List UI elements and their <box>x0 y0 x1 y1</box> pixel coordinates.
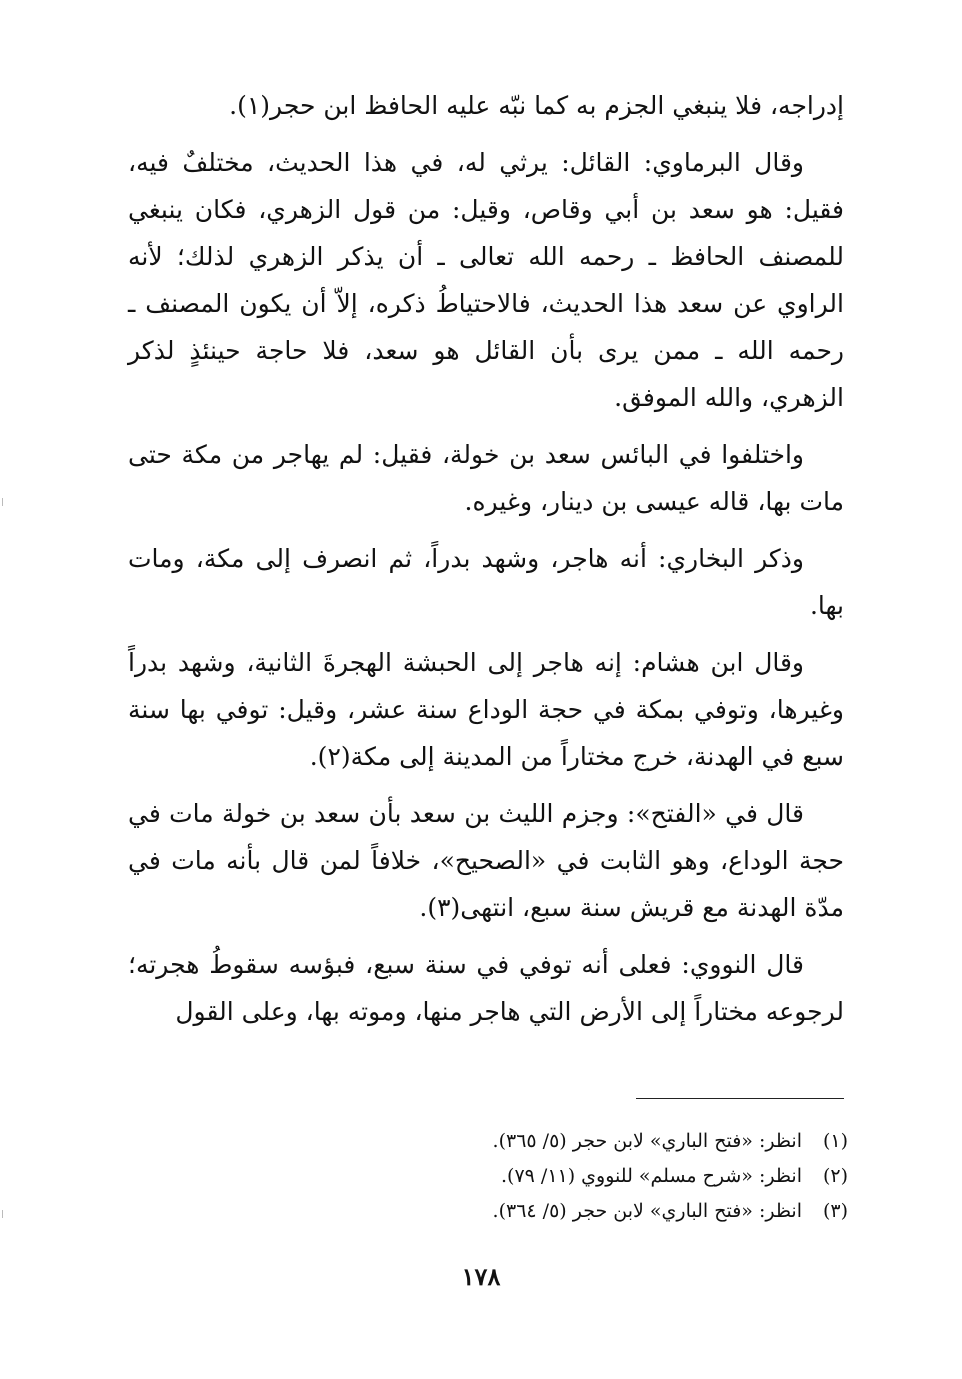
footnote-divider <box>636 1098 844 1099</box>
paragraph: وذكر البخاري: أنه هاجر، وشهد بدراً، ثم انصرف إلى مكة، ومات بها. <box>128 544 844 620</box>
main-text <box>128 82 844 1045</box>
footnote <box>128 1124 848 1159</box>
paragraph: واختلفوا في البائس سعد بن خولة، فقيل: لم يهاجر من مكة حتى مات بها، قاله عيسى بن دينار، وغيره. <box>128 440 844 516</box>
footnote <box>128 1194 848 1229</box>
footnote-number: (٣) <box>822 1200 848 1222</box>
footnote-text: انظر: «شرح مسلم» للنووي (١١/ ٧٩). <box>500 1165 802 1187</box>
scan-mark <box>2 498 3 506</box>
paragraph: وقال ابن هشام: إنه هاجر إلى الحبشة الهجرةَ الثانية، وشهد بدراً وغيرها، وتوفي بمكة في حجة الوداع سنة عشر، وقيل: توفي بها سنة سبع في الهدنة، خرج مختاراً من المدينة إلى مكة(٢). <box>128 648 844 771</box>
footnote-number: (١) <box>822 1130 848 1152</box>
paragraph: إدراجه، فلا ينبغي الجزم به كما نبّه عليه الحافظ ابن حجر(١). <box>229 91 844 120</box>
footnote-text: انظر: «فتح الباري» لابن حجر (٥/ ٣٦٤). <box>492 1200 802 1222</box>
paragraph: قال في «الفتح»: وجزم الليث بن سعد بأن سعد بن خولة مات في حجة الوداع، وهو الثابت في «الصحيح»، خلافاً لمن قال بأنه مات في مدّة الهدنة مع قريش سنة سبع، انتهى(٣). <box>128 799 844 922</box>
paragraph: وقال البرماوي: القائل: يرثي له، في هذا الحديث، مختلفٌ فيه، فقيل: هو سعد بن أبي وقاص، وقيل: من قول الزهري، فكان ينبغي للمصنف الحافظ ـ رحمه الله تعالى ـ أن يذكر الزهري لذلك؛ لأنه الراوي عن سعد هذا الحديث، فالاحتياطُ ذكره، إلاّ أن يكون المصنف ـ رحمه الله ـ ممن يرى بأن القائل هو سعد، فلا حاجة حينئذٍ لذكر الزهري، والله الموفق. <box>128 148 844 412</box>
paragraph: قال النووي: فعلى أنه توفي في سنة سبع، فبؤسه سقوطُ هجرته؛ لرجوعه مختاراً إلى الأرض التي هاجر منها، وموته بها، وعلى القول <box>128 950 844 1026</box>
footnotes <box>128 1124 848 1229</box>
footnote <box>128 1159 848 1194</box>
footnote-number: (٢) <box>822 1165 848 1187</box>
footnote-text: انظر: «فتح الباري» لابن حجر (٥/ ٣٦٥). <box>492 1130 802 1152</box>
page-number: ١٧٨ <box>461 1262 501 1291</box>
scan-mark <box>2 1210 3 1218</box>
